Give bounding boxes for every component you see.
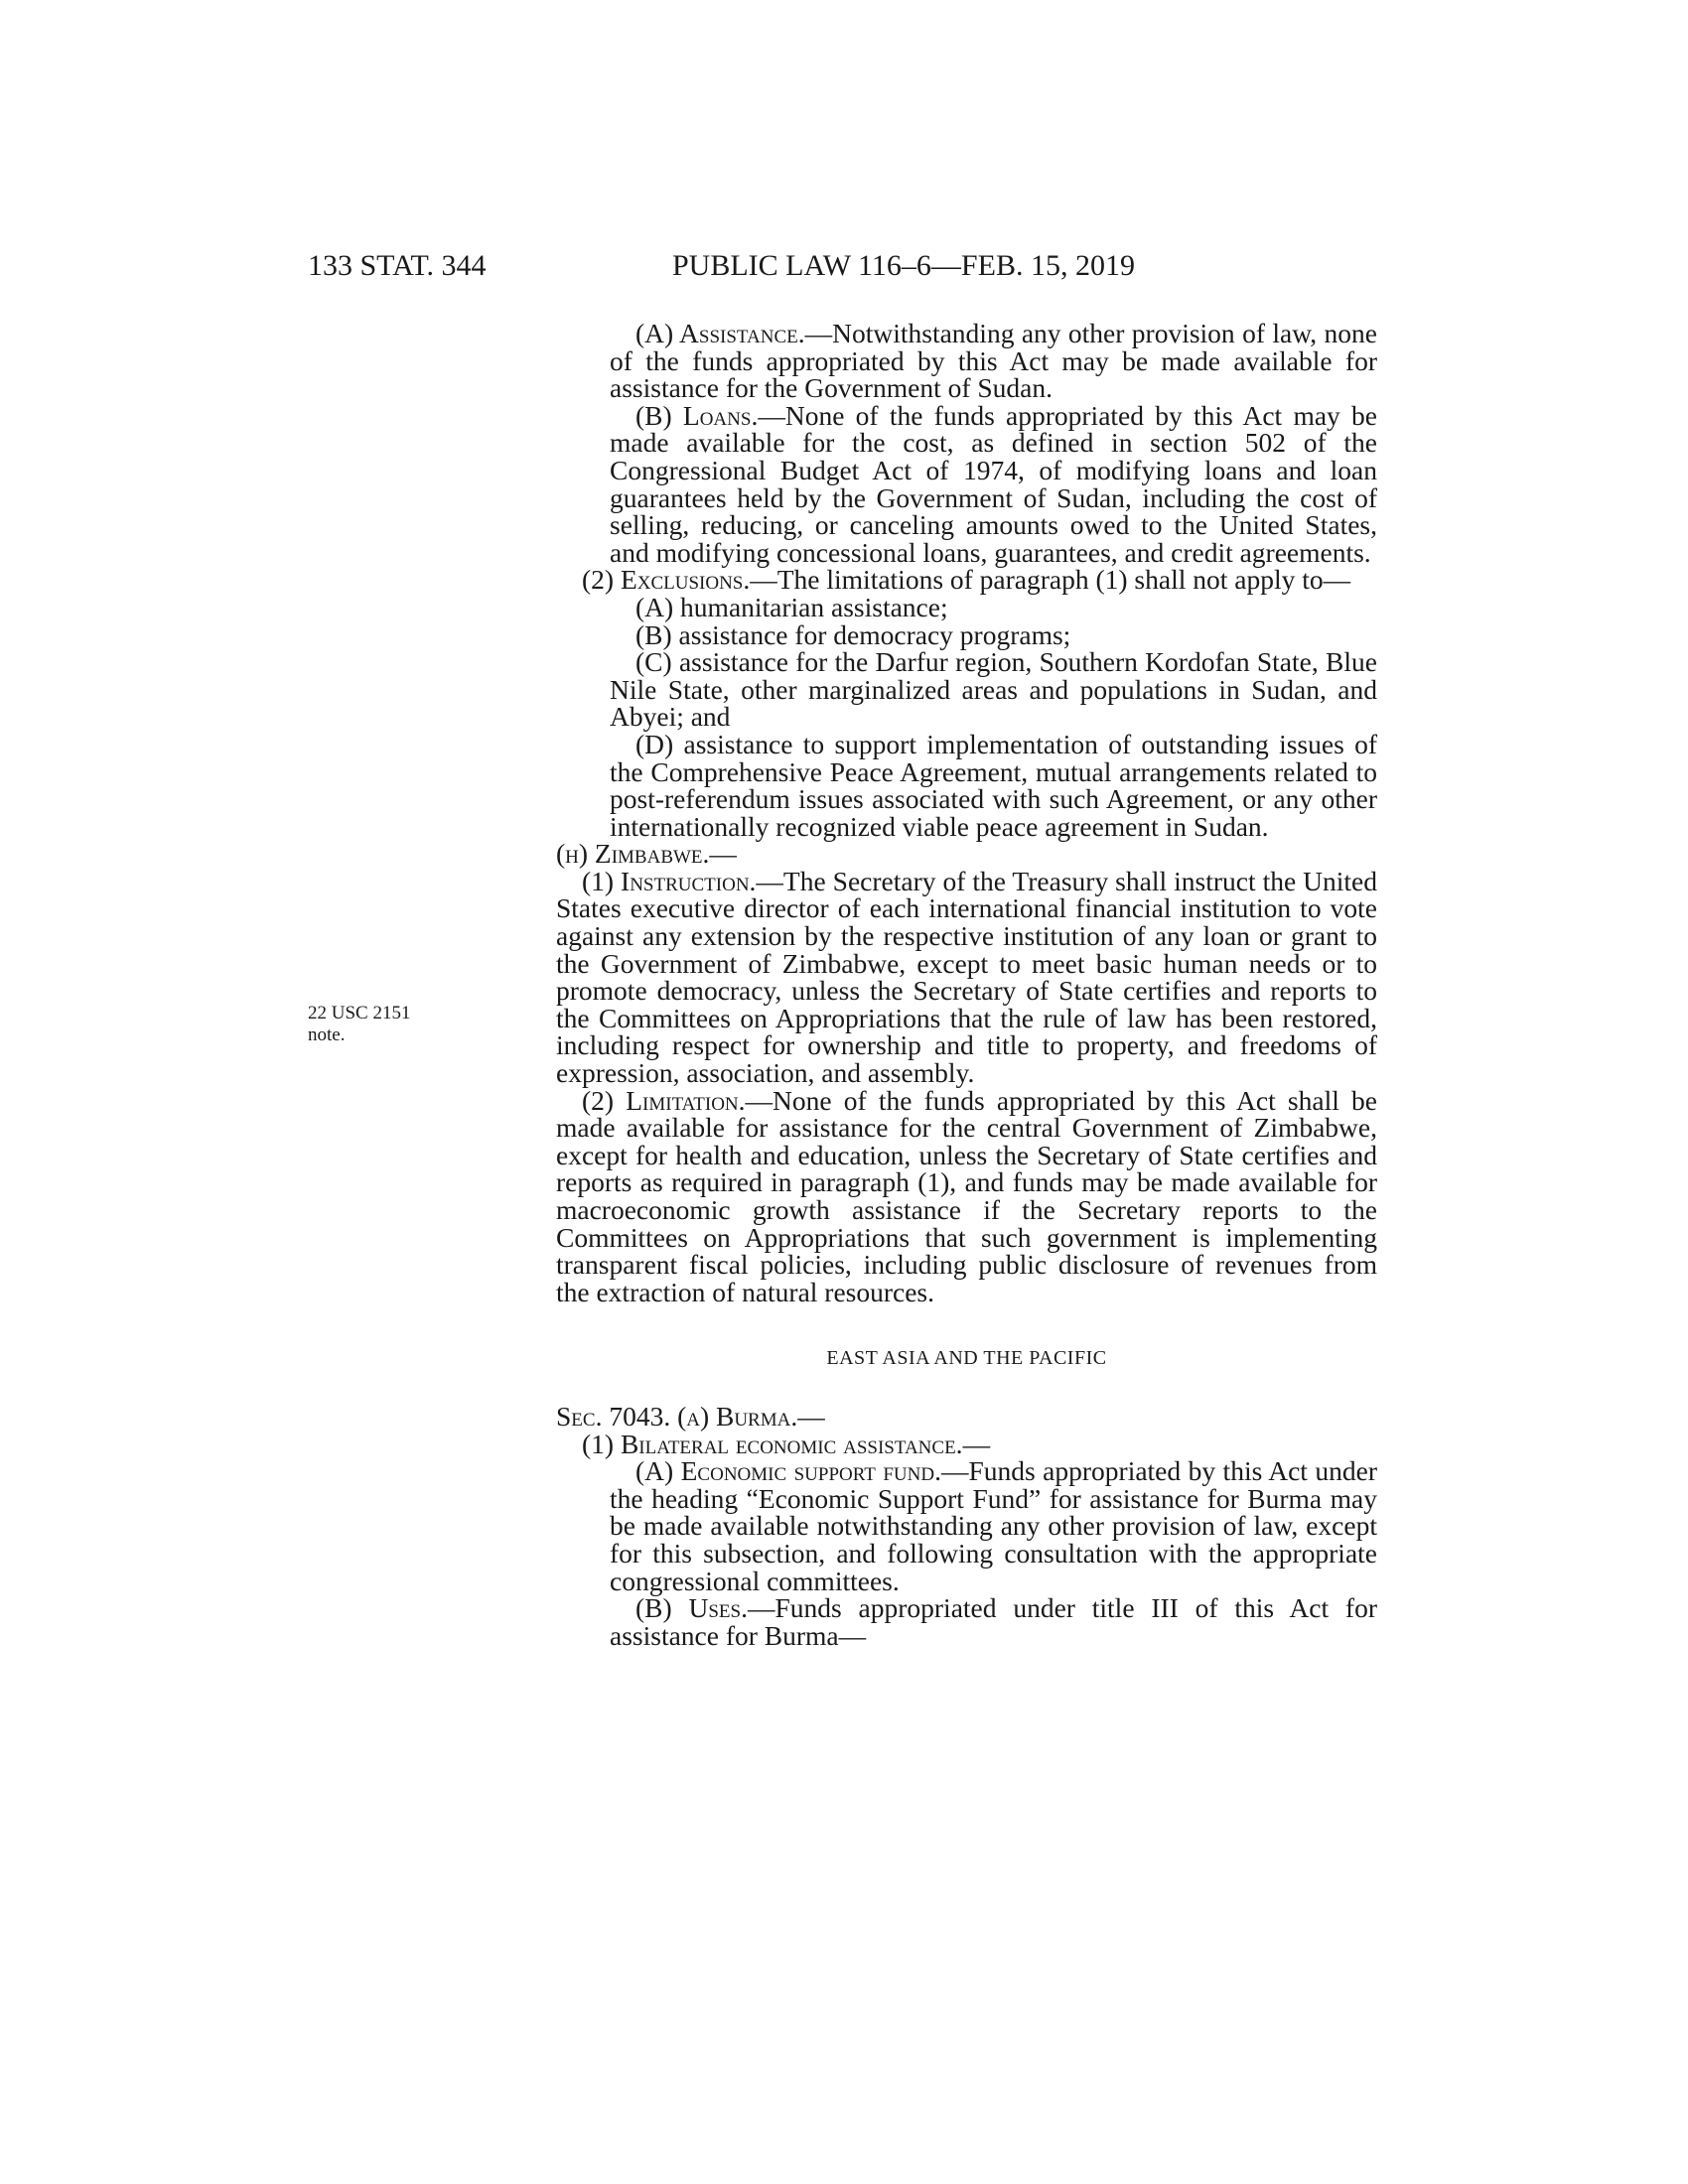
paragraph-heading: (1) Bilateral economic assistance. (582, 1428, 963, 1459)
paragraph-heading: (2) Exclusions. (582, 564, 751, 596)
paragraph-sec-7043 (556, 1400, 1377, 1432)
paragraph-sudan-loans (556, 399, 1378, 568)
paragraph-bilateral (556, 1428, 1377, 1459)
paragraph-democracy: (B) assistance for democracy programs; (635, 618, 1071, 650)
paragraph-heading: (2) Limitation. (582, 1084, 746, 1116)
paragraph-heading: (B) Loans. (635, 399, 759, 431)
paragraph-limitation (556, 1084, 1377, 1307)
paragraph-heading: (1) Instruction. (582, 865, 757, 896)
paragraph-peace-agreement: (D) assistance to support implementation of outstanding issues of the Comprehensive Peace Agreement, mutual arrangements related to post-referendum issues associated with such Agreement, or any other internationally recognized viable peace agreement in Sudan. (610, 728, 1377, 842)
paragraph-heading: (h) Zimbabwe. (556, 838, 710, 870)
margin-citation (308, 1003, 417, 1046)
paragraph-text: — (962, 1428, 991, 1459)
paragraph-text: —Funds appropriated by this Act under the heading “Economic Support Fund” for assistance for Burma may be made available notwithstanding any other provision of law, except for this subsection, and following consultation with the appropriate congressional committees. (610, 1455, 1377, 1596)
paragraph-text: —Funds appropriated under title III of this Act for assistance for Burma— (610, 1592, 1377, 1651)
paragraph-text: —The limitations of paragraph (1) shall not apply to— (750, 564, 1351, 596)
section-heading: EAST ASIA AND THE PACIFIC (826, 1347, 1107, 1370)
paragraph-uses (556, 1594, 1377, 1649)
page-title: PUBLIC LAW 116–6—FEB. 15, 2019 (672, 249, 1135, 282)
section-number: Sec. 7043. (556, 1400, 671, 1432)
paragraph-zimbabwe (556, 840, 1377, 868)
paragraph-humanitarian: (A) humanitarian assistance; (635, 591, 948, 622)
paragraph-heading: (B) Uses. (635, 1592, 748, 1624)
paragraph-darfur: (C) assistance for the Darfur region, Southern Kordofan State, Blue Nile State, other marginalized areas and populations in Sudan, and Abyei; and (610, 646, 1377, 733)
paragraph-heading: (a) Burma. (670, 1400, 798, 1432)
paragraph-text: — (797, 1400, 825, 1432)
margin-citation-line2: note. (308, 1024, 346, 1045)
paragraph-sudan-assistance (556, 320, 1377, 402)
paragraph-exclusions (556, 566, 1377, 594)
paragraph-heading: (A) Economic support fund. (635, 1455, 941, 1487)
paragraph-text: —None of the funds appropriated by this Act may be made available for the cost, as defined in section 502 of the Congressional Budget Act of 1974, of modifying loans and loan guarantees held by the Government of Sudan, including the cost of selling, reducing, or canceling amounts owed to the United States, and modifying concessional loans, guarantees, and credit agreements. (610, 399, 1378, 568)
paragraph-text: —Notwithstanding any other provision of law, none of the funds appropriated by this Act may be made available for assistance for the Government of Sudan. (610, 318, 1377, 404)
stat-page-number: 133 STAT. 344 (308, 249, 487, 282)
paragraph-text: —None of the funds appropriated by this Act shall be made available for assistance for the central Government of Zimbabwe, except for health and education, unless the Secretary of State certifies and reports as required in paragraph (1), and funds may be made available for macroeconomic growth assistance if the Secretary reports to the Committees on Appropriations that such government is implementing transparent fiscal policies, including public disclosure of revenues from the extraction of natural resources. (556, 1084, 1377, 1307)
document-body (556, 320, 1377, 1649)
paragraph-instruction (556, 865, 1377, 1089)
margin-citation-line1: 22 USC 2151 (308, 1003, 411, 1024)
paragraph-heading: (A) Assistance. (635, 318, 805, 348)
paragraph-text: —The Secretary of the Treasury shall instruct the United States executive director of each international financial institution to vote against any extension by the respective institution of any loan or grant to the Government of Zimbabwe, except to meet basic human needs or to promote democracy, unless the Secretary of State certifies and reports to the Committees on Appropriations that the rule of law has been restored, including respect for ownership and title to property, and freedoms of expression, association, and assembly. (556, 865, 1377, 1089)
paragraph-esf (556, 1457, 1377, 1594)
paragraph-text: — (709, 838, 737, 870)
